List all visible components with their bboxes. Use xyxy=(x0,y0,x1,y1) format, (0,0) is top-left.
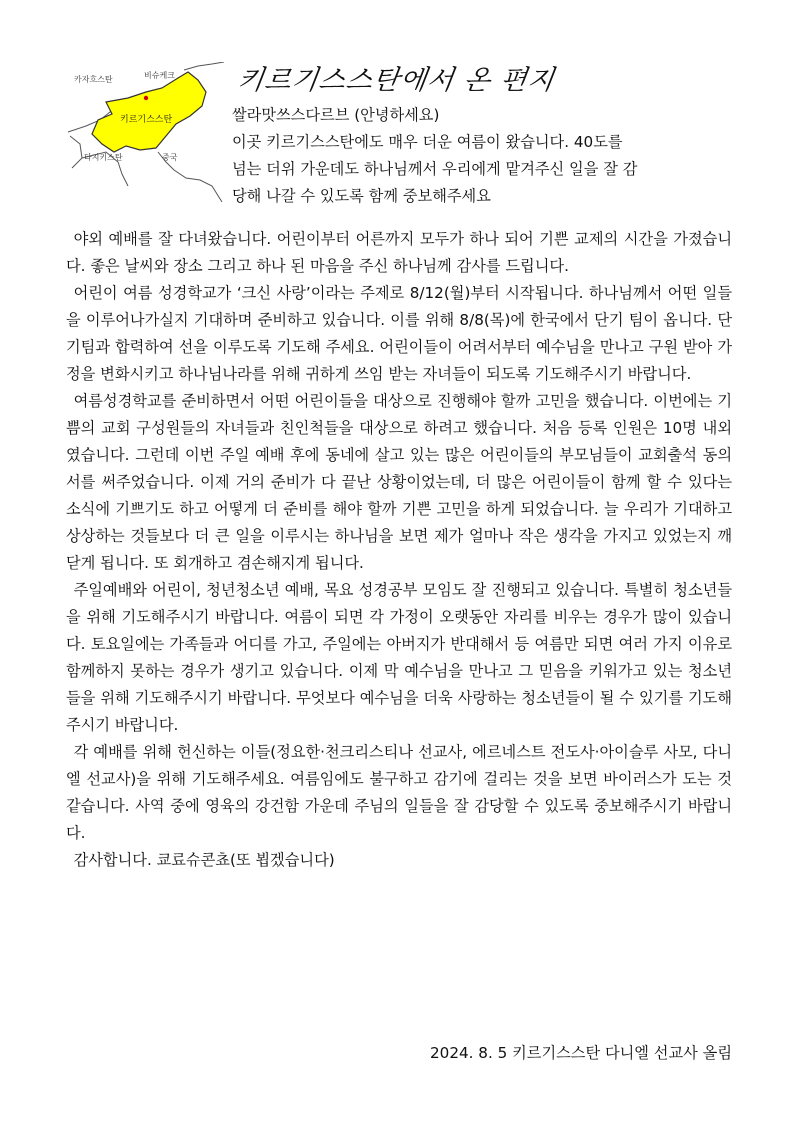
border-line xyxy=(184,62,224,70)
signature-line: 2024. 8. 5 키르기스스탄 다니엘 선교사 올림 xyxy=(430,1044,732,1062)
kyrgyzstan-map xyxy=(66,62,226,202)
intro-line: 이곳 키르기스스탄에도 매우 더운 여름이 왔습니다. 40도를 xyxy=(232,133,623,151)
paragraph: 각 예배를 위해 헌신하는 이들(정요한·천크리스티나 선교사, 에르네스트 전도사·아이슬루 사모, 다니엘 선교사)을 위해 기도해주세요. 여름임에도 불구하고 감기에 걸리는 것을 보면 바이러스가 도는 것 같습니다. 사역 중에 영육의 강건함 가운데 주님의 일들을 잘 감당할 수 있도록 중보해주시기 바랍니다. xyxy=(66,743,732,842)
paragraph: 어린이 여름 성경학교가 ‘크신 사랑’이라는 주제로 8/12(월)부터 시작됩니다. 하나님께서 어떤 일들을 이루어나가실지 기대하며 준비하고 있습니다. 이를 위해 8/8(목)에 한국에서 단기 팀이 옵니다. 단기팀과 합력하여 선을 이루도록 기도해 주세요. 어린이들이 어려서부터 예수님을 만나고 구원 받아 가정을 변화시키고 하나님나라를 위해 귀하게 쓰임 받는 자녀들이 되도록 기도해주시기 바랍니다. xyxy=(66,284,732,383)
letter-intro xyxy=(232,102,732,210)
map-label-kyrgyzstan: 키르기스스탄 xyxy=(120,115,173,125)
bishkek-marker xyxy=(144,96,148,100)
kyrgyzstan-region xyxy=(92,72,206,152)
paragraph: 야외 예배를 잘 다녀왔습니다. 어린이부터 어른까지 모두가 하나 되어 기쁜 교제의 시간을 가졌습니다. 좋은 날씨와 장소 그리고 하나 된 마음을 주신 하나님께 감사를 드립니다. xyxy=(66,230,732,275)
greeting: 쌀라맛쓰스다르브 (안녕하세요) xyxy=(232,106,440,124)
map-label-kazakhstan: 카자흐스탄 xyxy=(74,75,113,84)
intro-line: 넘는 더위 가운데도 하나님께서 우리에게 맡겨주신 일을 잘 감 xyxy=(232,160,638,178)
paragraph: 주일예배와 어린이, 청년청소년 예배, 목요 성경공부 모임도 잘 진행되고 있습니다. 특별히 청소년들을 위해 기도해주시기 바랍니다. 여름이 되면 각 가정이 오랫동안 자리를 비우는 경우가 많이 있습니다. 토요일에는 가족들과 어디를 가고, 주일에는 아버지가 반대해서 등 여름만 되면 여러 가지 이유로 함께하지 못하는 경우가 생기고 있습니다. 이제 막 예수님을 만나고 그 믿음을 키워가고 있는 청소년들을 위해 기도해주시기 바랍니다. 무엇보다 예수님을 더욱 사랑하는 청소년들이 될 수 있기를 기도해주시기 바랍니다. xyxy=(66,581,732,734)
letter-title: 키르기스스탄에서 온 편지 xyxy=(235,65,557,96)
map-label-tajikistan: 타지키스탄 xyxy=(84,153,123,162)
intro-line: 당해 나갈 수 있도록 함께 중보해주세요 xyxy=(232,187,491,205)
border-line xyxy=(70,136,82,168)
paragraph: 여름성경학교를 준비하면서 어떤 어린이들을 대상으로 진행해야 할까 고민을 했습니다. 이번에는 기쁨의 교회 구성원들의 자녀들과 친인척들을 대상으로 하려고 했습니다. 처음 등록 인원은 10명 내외였습니다. 그런데 이번 주일 예배 후에 동네에 살고 있는 많은 어린이들의 부모님들이 교회출석 동의서를 써주었습니다. 이제 거의 준비가 다 끝난 상황이었는데, 더 많은 어린이들이 함께 할 수 있다는 소식에 기쁘기도 하고 어떻게 더 준비를 해야 할까 기쁜 고민을 하게 되었습니다. 늘 우리가 기대하고 상상하는 것들보다 더 큰 일을 이루시는 하나님을 보면 제가 얼마나 작은 생각을 가지고 있었는지 깨닫게 됩니다. 또 회개하고 겸손해지게 됩니다. xyxy=(66,392,732,572)
closing: 감사합니다. 쿄료슈콘쵸(또 뵙겠습니다) xyxy=(73,851,335,869)
map-label-bishkek: 비슈케크 xyxy=(144,71,175,80)
letter-body xyxy=(66,226,732,874)
map-label-china: 중국 xyxy=(162,153,178,162)
